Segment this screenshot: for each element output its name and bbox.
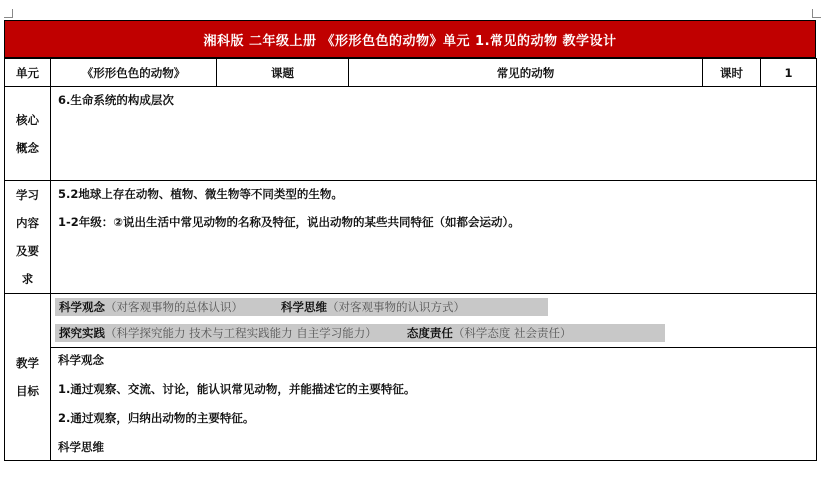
learning-line-1: 5.2地球上存在动物、植物、微生物等不同类型的生物。: [58, 187, 343, 201]
learning-requirements-row: [5, 181, 817, 294]
goals-item: 1.通过观察、交流、讨论，能认识常见动物，并能描述它的主要特征。: [58, 382, 416, 396]
learning-requirements-label: [5, 181, 51, 294]
tag-science-thinking-desc: （对客观事物的认识方式）: [327, 300, 466, 314]
tag-science-thinking-title: 科学思维: [281, 300, 328, 314]
core-concept-label-line: 概念: [16, 140, 39, 155]
core-concept-text: 6.生命系统的构成层次: [58, 93, 174, 107]
header-row: [5, 59, 817, 87]
learning-label-line: 及要: [16, 244, 39, 258]
literacy-tags: [51, 294, 816, 347]
period-label: 课时: [703, 59, 761, 87]
goals-item: 2.通过观察，归纳出动物的主要特征。: [58, 411, 255, 425]
unit-label: 单元: [5, 59, 51, 87]
document-title-banner: 湘科版 二年级上册 《形形色色的动物》单元 1.常见的动物 教学设计: [4, 20, 816, 58]
learning-line-2: 1-2年级：②说出生活中常见动物的名称及特征，说出动物的某些共同特征（如都会运动）。: [58, 215, 520, 229]
learning-requirements-content: [51, 181, 817, 294]
core-concept-row: [5, 87, 817, 181]
goals-detail: [51, 347, 816, 460]
literacy-tag-row-1: [55, 298, 548, 316]
tag-attitude-desc: （科学态度 社会责任）: [452, 326, 572, 340]
unit-value: 《形形色色的动物》: [51, 59, 217, 87]
learning-label-line: 内容: [16, 216, 39, 230]
teaching-goals-content: [51, 294, 817, 461]
goals-section-title: 科学思维: [58, 440, 104, 454]
tag-science-concept-desc: （对客观事物的总体认识）: [105, 300, 243, 314]
page-corner-mark-left: [4, 9, 13, 18]
tag-science-concept-title: 科学观念: [59, 300, 105, 314]
lesson-plan-document: [4, 20, 816, 461]
core-concept-content: [51, 87, 817, 181]
topic-label: 课题: [217, 59, 349, 87]
period-value: 1: [761, 59, 817, 87]
lesson-plan-table: [4, 58, 817, 461]
core-concept-label-line: 核心: [16, 112, 39, 127]
goals-label-line: 目标: [16, 384, 39, 398]
literacy-tag-row-2: [55, 324, 665, 342]
teaching-goals-label: [5, 294, 51, 461]
core-concept-label: [5, 87, 51, 181]
learning-label-line: 学习: [16, 188, 39, 202]
topic-value: 常见的动物: [349, 59, 703, 87]
tag-attitude-title: 态度责任: [406, 326, 453, 340]
goals-label-line: 教学: [16, 356, 39, 370]
tag-inquiry-practice-title: 探究实践: [59, 326, 105, 340]
goals-section-title: 科学观念: [58, 353, 104, 367]
teaching-goals-row: [5, 294, 817, 461]
page-corner-mark-right: [812, 9, 821, 18]
learning-label-line: 求: [21, 272, 34, 286]
tag-inquiry-practice-desc: （科学探究能力 技术与工程实践能力 自主学习能力）: [105, 326, 377, 340]
